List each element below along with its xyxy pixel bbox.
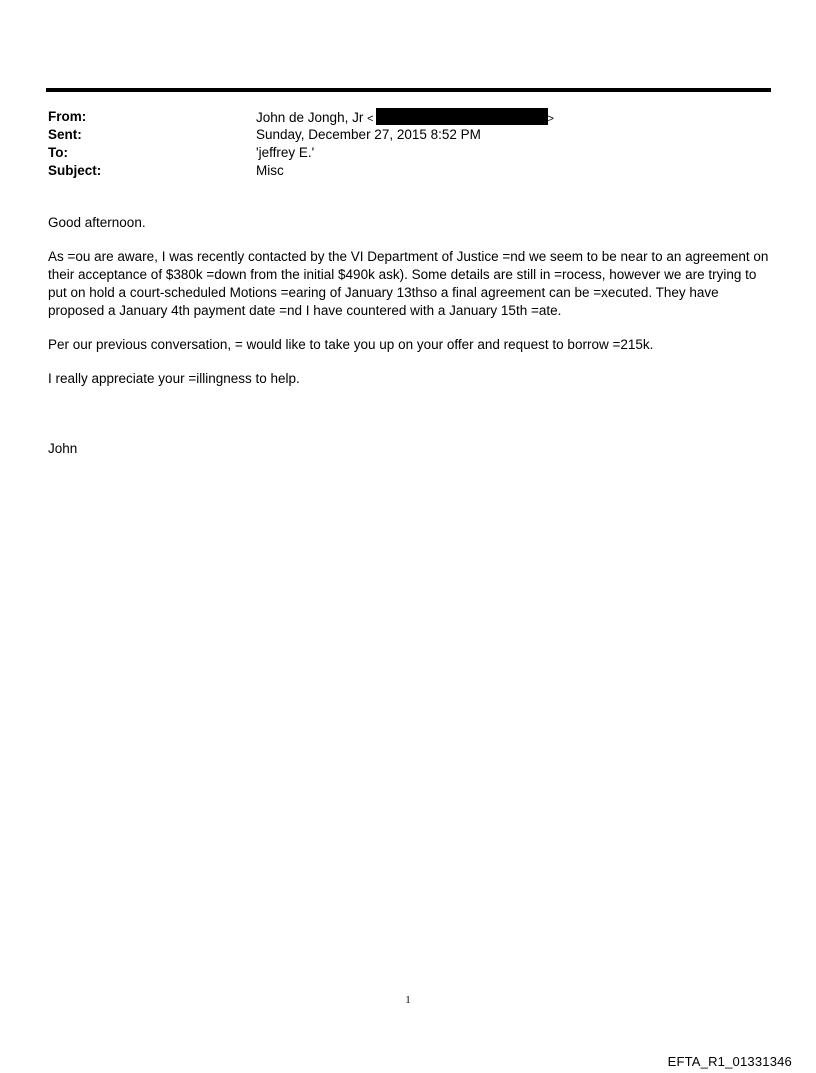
from-value-container	[256, 108, 768, 126]
email-body	[48, 214, 773, 474]
to-value: 'jeffrey E.'	[256, 145, 315, 160]
body-paragraph-3: I really appreciate your =illingness to help.	[48, 371, 300, 386]
to-row	[48, 144, 768, 162]
from-close-bracket: >	[547, 113, 554, 125]
document-id: EFTA_R1_01331346	[667, 1054, 792, 1069]
from-row	[48, 108, 768, 126]
redaction-block	[376, 108, 548, 125]
subject-row	[48, 162, 768, 180]
from-label: From:	[48, 109, 87, 124]
subject-value: Misc	[256, 163, 284, 178]
to-label: To:	[48, 145, 68, 160]
sent-row	[48, 126, 768, 144]
greeting: Good afternoon.	[48, 215, 146, 230]
from-open-bracket: <	[367, 113, 374, 125]
header-divider	[46, 88, 771, 92]
page-number: 1	[405, 994, 411, 1006]
body-paragraph-1: As =ou are aware, I was recently contacted by the VI Department of Justice =nd we seem to be near to an agreement on their acceptance of $380k =down from the initial $490k ask). Some details are still in =rocess, however we are trying to put on hold a court-scheduled Motions =earing of January 13thso a final agreement can be =xecuted. They have proposed a January 4th payment date =nd I have countered with a January 15th =ate.	[48, 249, 769, 318]
body-paragraph-2: Per our previous conversation, = would like to take you up on your offer and request to borrow =215k.	[48, 337, 654, 352]
sent-value: Sunday, December 27, 2015 8:52 PM	[256, 127, 481, 142]
from-value: John de Jongh, Jr	[256, 110, 364, 125]
sent-label: Sent:	[48, 127, 82, 142]
email-header	[48, 108, 768, 180]
signature: John	[48, 441, 78, 456]
subject-label: Subject:	[48, 163, 102, 178]
